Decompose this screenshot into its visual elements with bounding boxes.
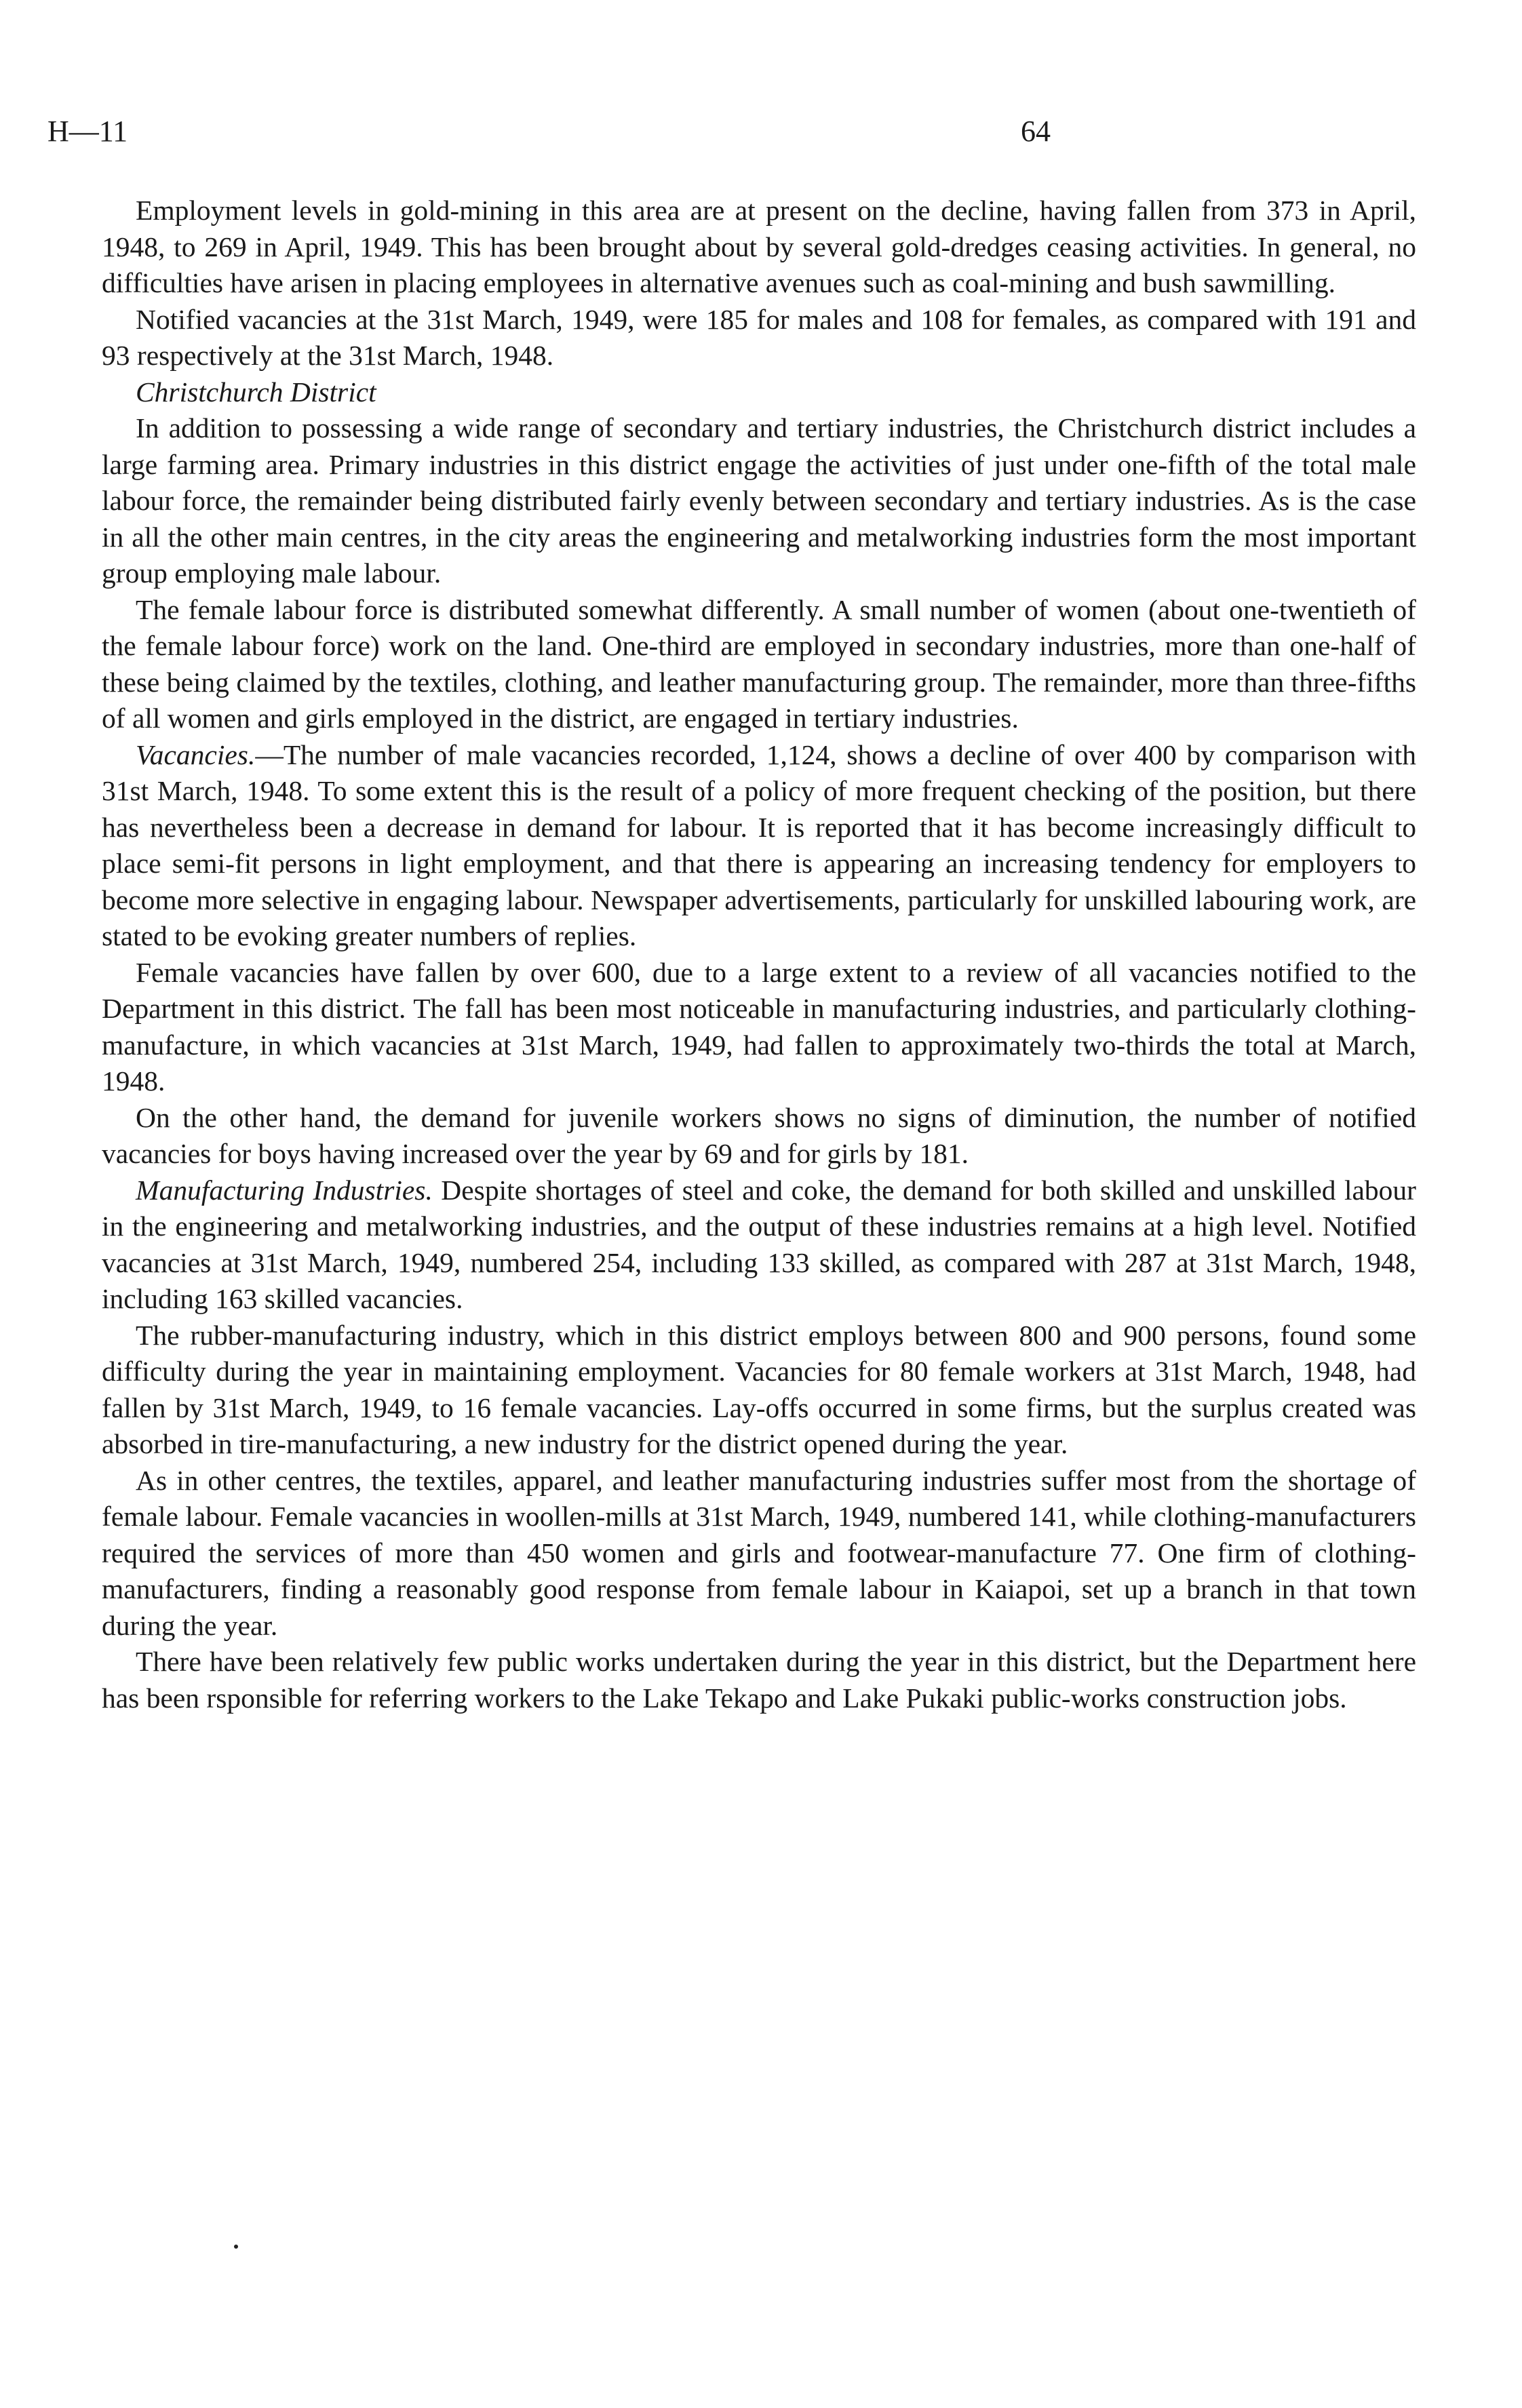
paragraph: On the other hand, the demand for juvenile workers shows no signs of diminution, the number of notified vacancies for boys having increased over the year by 69 and for girls by 181. — [102, 1101, 1416, 1169]
page-number: 64 — [1021, 115, 1051, 148]
manufacturing-subheading: Manufacturing Industries. — [136, 1174, 433, 1206]
section-heading: Christchurch District — [136, 376, 376, 408]
paragraph: Employment levels in gold-mining in this area are at present on the decline, having fallen from 373 in April, 1948, to 269 in April, 1949. This has been brought about by several gold-dredges ceasing activities. In general, no difficulties have arisen in placing employees in alternative avenues such as coal-mining and bush sawmilling. — [102, 195, 1416, 298]
paragraph: The rubber-manufacturing industry, which in this district employs between 800 and 900 persons, found some difficulty during the year in maintaining employment. Vacancies for 80 female workers at 31st March, 1948, had fallen by 31st March, 1949, to 16 female vacancies. Lay-offs occurred in some firms, but the surplus created was absorbed in tire-manufacturing, a new industry for the district opened during the year. — [102, 1319, 1416, 1459]
vacancies-text: —The number of male vacancies recorded, 1,124, shows a decline of over 400 by comparison with 31st March, 1948. To some extent this is the result of a policy of more frequent checking of the position, but there has nevertheless been a decrease in demand for labour. It is reported that it has become increasingly difficult to place semi-fit persons in light employment, and that there is appearing an increasing tendency for employers to become more selective in engaging labour. Newspaper advertisements, particularly for unskilled labouring work, are stated to be evoking greater numbers of replies. — [102, 738, 1416, 951]
vacancies-paragraph — [102, 737, 1416, 955]
manufacturing-text: Despite shortages of steel and coke, the demand for both skilled and unskilled labour in the engineering and metalworking industries, and the output of these industries remains at a high level. Notified vacancies at 31st March, 1949, numbered 254, including 133 skilled, as compared with 287 at 31st March, 1948, including 163 skilled vacancies. — [102, 1174, 1417, 1314]
vacancies-subheading: Vacancies. — [136, 738, 256, 770]
paragraph: The female labour force is distributed somewhat differently. A small number of women (about one-twentieth of the female labour force) work on the land. One-third are employed in secondary industries, more than one-half of these being claimed by the textiles, clothing, and leather manufacturing group. The remainder, more than three-fifths of all women and girls employed in the district, are engaged in tertiary industries. — [102, 593, 1416, 734]
page-header — [47, 114, 1475, 155]
page-code: H—11 — [47, 115, 128, 148]
paragraph: As in other centres, the textiles, apparel, and leather manufacturing industries suffer most from the shortage of female labour. Female vacancies in woollen-mills at 31st March, 1949, numbered 141, while clothing-manufacturers required the services of more than 450 women and girls and footwear-manufacture 77. One firm of clothing-manufacturers, finding a reasonably good response from female labour in Kaiapoi, set up a branch in that town during the year. — [102, 1464, 1416, 1641]
body-text — [102, 193, 1416, 1716]
paragraph: There have been relatively few public works undertaken during the year in this district, but the Department here has been rsponsible for referring workers to the Lake Tekapo and Lake Pukaki public-works construction jobs. — [102, 1646, 1416, 1714]
paragraph: Female vacancies have fallen by over 600, due to a large extent to a review of all vacancies notified to the Department in this district. The fall has been most noticeable in manufacturing industries, and particularly clothing-manufacture, in which vacancies at 31st March, 1949, had fallen to approximately two-thirds the total at March, 1948. — [102, 956, 1416, 1097]
paragraph: In addition to possessing a wide range of secondary and tertiary industries, the Christchurch district includes a large farming area. Primary industries in this district engage the activities of just under one-fifth of the total male labour force, the remainder being distributed fairly evenly between secondary and tertiary industries. As is the case in all the other main centres, in the city areas the engineering and metalworking industries form the most important group employing male labour. — [102, 412, 1416, 589]
paragraph: Notified vacancies at the 31st March, 1949, were 185 for males and 108 for females, as compared with 191 and 93 respectively at the 31st March, 1948. — [102, 303, 1416, 371]
ink-dot — [234, 2245, 238, 2249]
manufacturing-paragraph — [102, 1172, 1416, 1318]
